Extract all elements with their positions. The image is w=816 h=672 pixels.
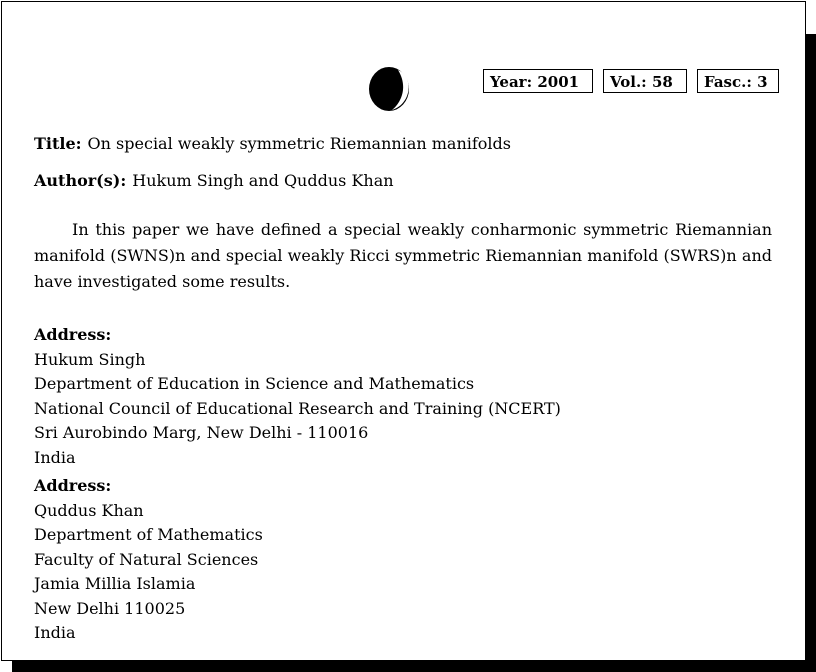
year-badge: Year: 2001 <box>483 69 593 93</box>
address-line: Department of Education in Science and Mathematics <box>34 374 475 393</box>
address-line: Quddus Khan <box>34 500 144 520</box>
crescent-moon-logo-icon <box>368 66 412 112</box>
page-shadow-bottom <box>12 661 816 672</box>
abstract: In this paper we have defined a special weakly conharmonic symmetric Riemannian manifold (SWNS)n and special weakly Ricci symmetric Riemannian manifold (SWRS)n and have investigated some results. <box>34 220 772 291</box>
volume-badge: Vol.: 58 <box>603 69 687 93</box>
fascicle-badge: Fasc.: 3 <box>697 69 779 93</box>
authors-label: Author(s): <box>34 171 127 190</box>
address-line: Jamia Millia Islamia <box>34 574 196 593</box>
address-line: Sri Aurobindo Marg, New Delhi - 110016 <box>34 423 369 442</box>
address-line: India <box>34 623 76 642</box>
address-line: Hukum Singh <box>34 349 146 369</box>
address-line: National Council of Educational Research and Training (NCERT) <box>34 398 561 418</box>
address-line: India <box>34 447 76 467</box>
article-title: On special weakly symmetric Riemannian manifolds <box>87 134 511 153</box>
article-authors: Hukum Singh and Quddus Khan <box>132 171 394 190</box>
address-line: Department of Mathematics <box>34 525 263 544</box>
address-line: Faculty of Natural Sciences <box>34 549 259 569</box>
title-label: Title: <box>34 134 82 153</box>
address-label: Address: <box>34 476 112 495</box>
page-shadow-right <box>806 34 816 672</box>
authors-row <box>34 171 394 190</box>
address-line: New Delhi 110025 <box>34 598 186 618</box>
title-row <box>34 134 511 153</box>
address-block-1 <box>34 323 561 470</box>
address-label: Address: <box>34 325 112 344</box>
address-block-2 <box>34 474 263 646</box>
